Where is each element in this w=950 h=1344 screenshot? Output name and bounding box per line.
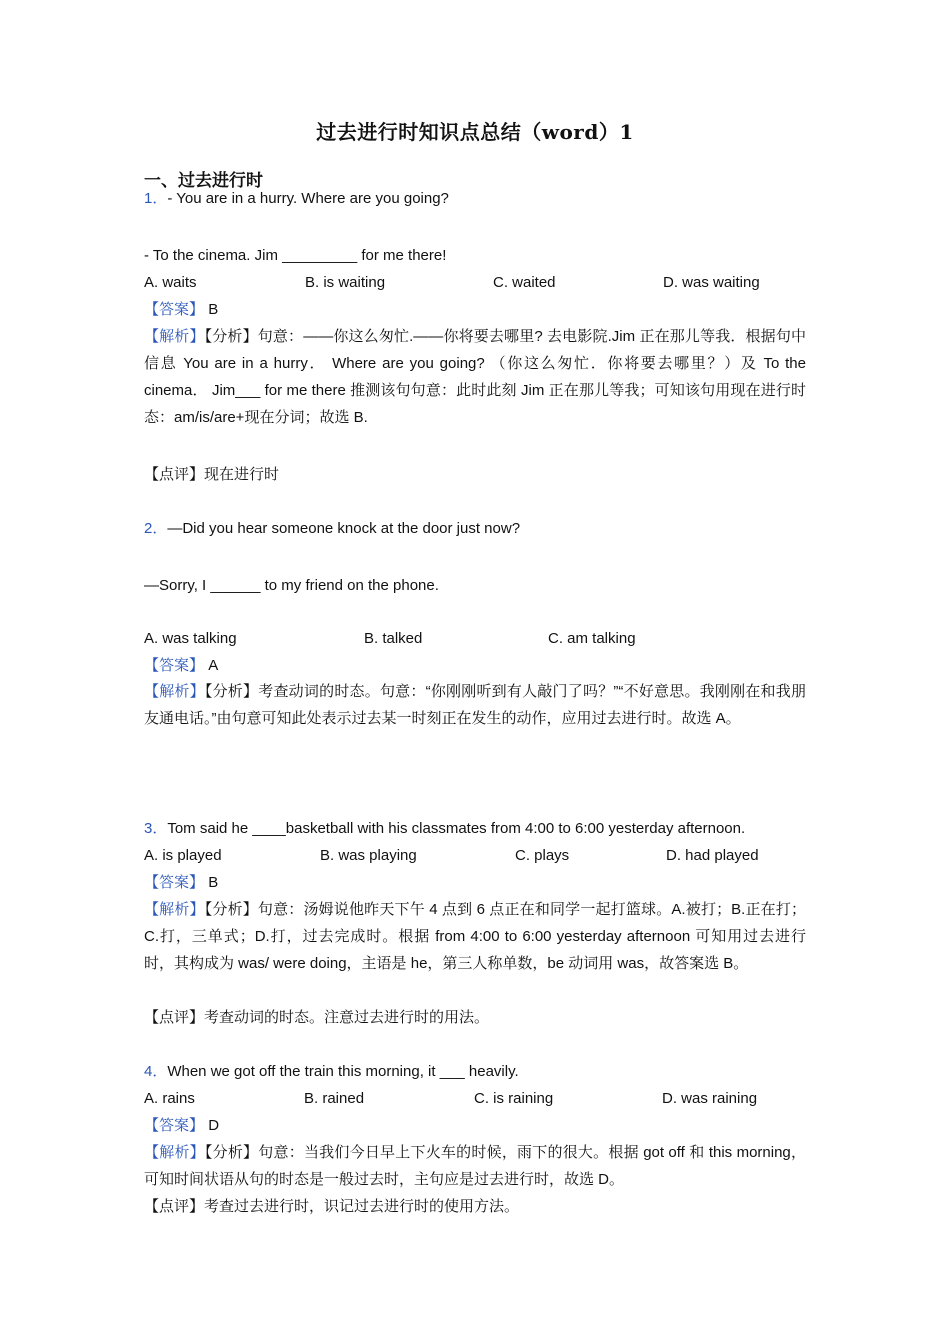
q2-option-c: C. am talking	[548, 630, 636, 647]
q2-option-b: B. talked	[364, 630, 423, 647]
q1-line2: - To the cinema. Jim _________ for me there!	[144, 247, 447, 264]
q4-answer	[144, 1116, 219, 1136]
q4-option-b: B. rained	[304, 1090, 365, 1107]
analysis-tag: 【解析】	[144, 328, 205, 345]
q4-comment: 【点评】考查过去进行时，识记过去进行时的使用方法。	[144, 1198, 520, 1215]
q1-analysis-text: 【分析】句意：——你这么匆忙.——你将要去哪里? 去电影院.Jim 正在那儿等我．根据句中信息 You are in a hurry． Where are you going? （你这么匆忙．你将要去哪里？）及 To the cinema． Jim___ for me there 推测该句句意：此时此刻 Jim 正在那儿等我；可知该句用现在进行时态：am/is/are+现在分词；故选 B.	[144, 328, 806, 426]
q1-answer	[144, 300, 218, 320]
answer-tag: 【答案】	[144, 657, 205, 674]
q2-text: —Did you hear someone knock at the door just now?	[167, 520, 521, 537]
q1-text: - You are in a hurry. Where are you going?	[167, 190, 449, 207]
q3-number: 3．	[144, 820, 168, 837]
q2-line1	[144, 519, 520, 539]
q4-number: 4．	[144, 1063, 168, 1080]
q4-option-d: D. was raining	[662, 1090, 758, 1107]
q1-analysis	[144, 323, 806, 431]
q3-analysis	[144, 896, 806, 977]
q3-option-a: A. is played	[144, 847, 222, 864]
analysis-tag: 【解析】	[144, 683, 205, 700]
q4-text: When we got off the train this morning, it ___ heavily.	[167, 1063, 519, 1080]
answer-tag: 【答案】	[144, 874, 205, 891]
q4-analysis-text: 【分析】句意：当我们今日早上下火车的时候，雨下的很大。根据 got off 和 this morning，可知时间状语从句的时态是一般过去时，主句应是过去进行时，故选 D。	[144, 1144, 806, 1188]
q1-answer-value: B	[208, 301, 219, 318]
q1-option-b: B. is waiting	[305, 274, 386, 291]
q3-option-b: B. was playing	[320, 847, 417, 864]
q2-number: 2．	[144, 520, 168, 537]
q1-number: 1．	[144, 190, 168, 207]
q2-option-a: A. was talking	[144, 630, 237, 647]
q3-analysis-text: 【分析】句意：汤姆说他昨天下午 4 点到 6 点正在和同学一起打篮球。A.被打；B.正在打；C.打，三单式；D.打，过去完成时。根据 from 4:00 to 6:00 yesterday afternoon 可知用过去进行时，其构成为 was/ were doing，主语是 he，第三人称单数，be 动词用 was，故答案选 B。	[144, 901, 806, 972]
q1-line1	[144, 189, 449, 209]
q3-text: Tom said he ____basketball with his classmates from 4:00 to 6:00 yesterday afternoon.	[167, 820, 746, 837]
q2-line2: —Sorry, I ______ to my friend on the phone.	[144, 577, 439, 594]
q3-answer	[144, 873, 218, 893]
answer-tag: 【答案】	[144, 301, 205, 318]
q4-analysis	[144, 1139, 806, 1193]
q1-comment: 【点评】现在进行时	[144, 466, 280, 483]
q2-answer-value: A	[208, 657, 219, 674]
q1-option-a: A. waits	[144, 274, 197, 291]
q4-option-a: A. rains	[144, 1090, 195, 1107]
answer-tag: 【答案】	[144, 1117, 205, 1134]
section-heading: 一、过去进行时	[144, 171, 263, 191]
q3-option-c: C. plays	[515, 847, 570, 864]
q3-option-d: D. had played	[666, 847, 759, 864]
q4-answer-value: D	[208, 1117, 220, 1134]
q4-option-c: C. is raining	[474, 1090, 554, 1107]
q2-answer	[144, 656, 218, 676]
analysis-tag: 【解析】	[144, 1144, 205, 1161]
q3-comment: 【点评】考查动词的时态。注意过去进行时的用法。	[144, 1009, 490, 1026]
q4-line1	[144, 1062, 519, 1082]
document-title: 过去进行时知识点总结（word）1	[316, 120, 634, 144]
q1-option-d: D. was waiting	[663, 274, 760, 291]
analysis-tag: 【解析】	[144, 901, 205, 918]
q1-option-c: C. waited	[493, 274, 556, 291]
q2-analysis-text: 【分析】考查动词的时态。句意：“你刚刚听到有人敲门了吗？”“不好意思。我刚刚在和我朋友通电话。”由句意可知此处表示过去某一时刻正在发生的动作，应用过去进行时。故选 A。	[144, 683, 806, 727]
q3-line1	[144, 819, 745, 839]
q2-analysis	[144, 678, 806, 732]
q3-answer-value: B	[208, 874, 219, 891]
